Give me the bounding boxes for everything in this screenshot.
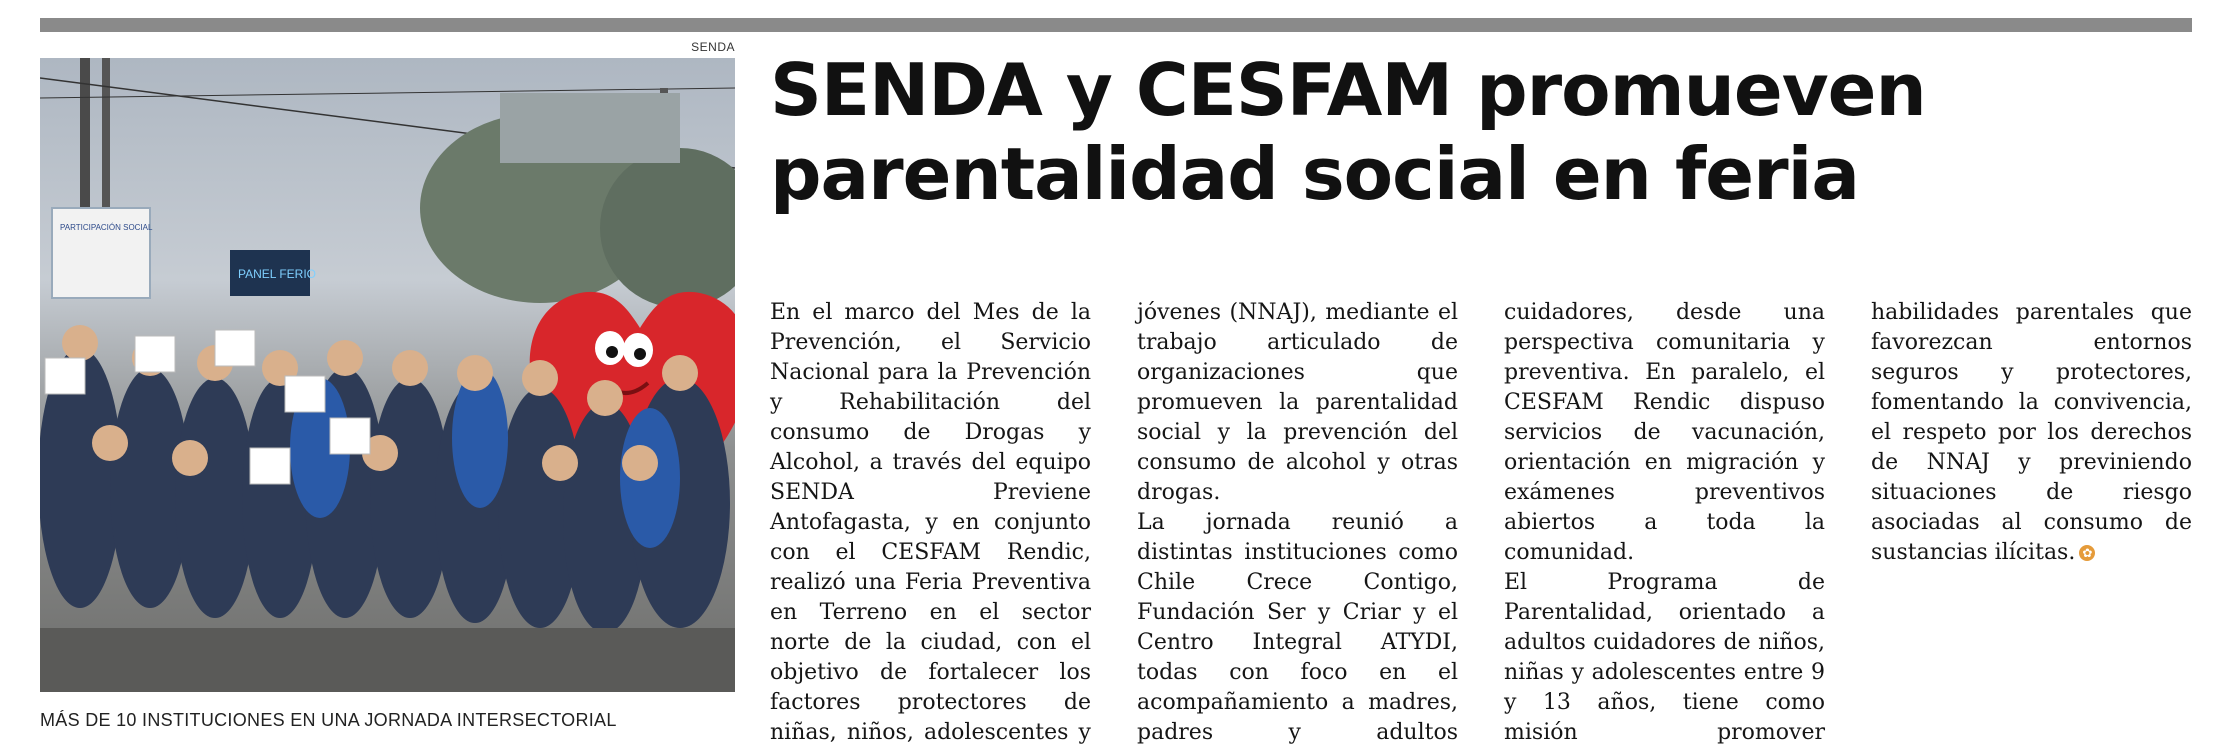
sign-panel: PANEL FERIO (238, 267, 317, 281)
paragraph-3-text: El Programa de Parentalidad, orientado a adultos cuidadores de niños, niñas y adolescentes entre 9 y 13 años, tiene como misión promover habilidades parentales que favorezcan entornos seguros y protectores, fomentando la convivencia, el respeto por los derechos de NNAJ y previniendo situaciones de riesgo asociadas al consumo de sustancias ilícitas. (1504, 300, 2192, 745)
paragraph-2: La jornada reunió a distintas instituciones como Chile Crece Contigo, Fundación Ser y Criar y el Centro Integral ATYDI, todas con foco en el acompañamiento a madres, padres y adultos cuidadores, desde una perspectiva comunitaria y preventiva. En paralelo, el CESFAM Rendic dispuso servicios de vacunación, orientación en migración y exámenes preventivos abiertos a toda la comunidad. (1137, 300, 1825, 745)
photo-caption: MÁS DE 10 INSTITUCIONES EN UNA JORNADA INTERSECTORIAL (40, 710, 617, 730)
article-headline: SENDA y CESFAM promueven parentalidad social en feria (770, 48, 1926, 216)
event-photo (40, 58, 735, 692)
paragraph-1: En el marco del Mes de la Prevención, el Servicio Nacional para la Prevención y Rehabilitación del consumo de Drogas y Alcohol, a través del equipo SENDA Previene Antofagasta, y en conjunto con el CESFAM Rendic, realizó una Feria Preventiva en Terreno en el sector norte de la ciudad, con el objetivo de fortalecer los factores protectores de niñas, niños, adolescentes y jóvenes (NNAJ), mediante el trabajo articulado de organizaciones que promueven la parentalidad social y la prevención del consumo de alcohol y otras drogas. (770, 300, 1458, 745)
article-body (770, 298, 2192, 748)
sign-participacion: PARTICIPACIÓN SOCIAL (60, 223, 153, 232)
top-rule (40, 18, 2192, 32)
end-mark-icon: ✿ (2079, 545, 2095, 561)
photo-credit: SENDA (691, 40, 735, 54)
